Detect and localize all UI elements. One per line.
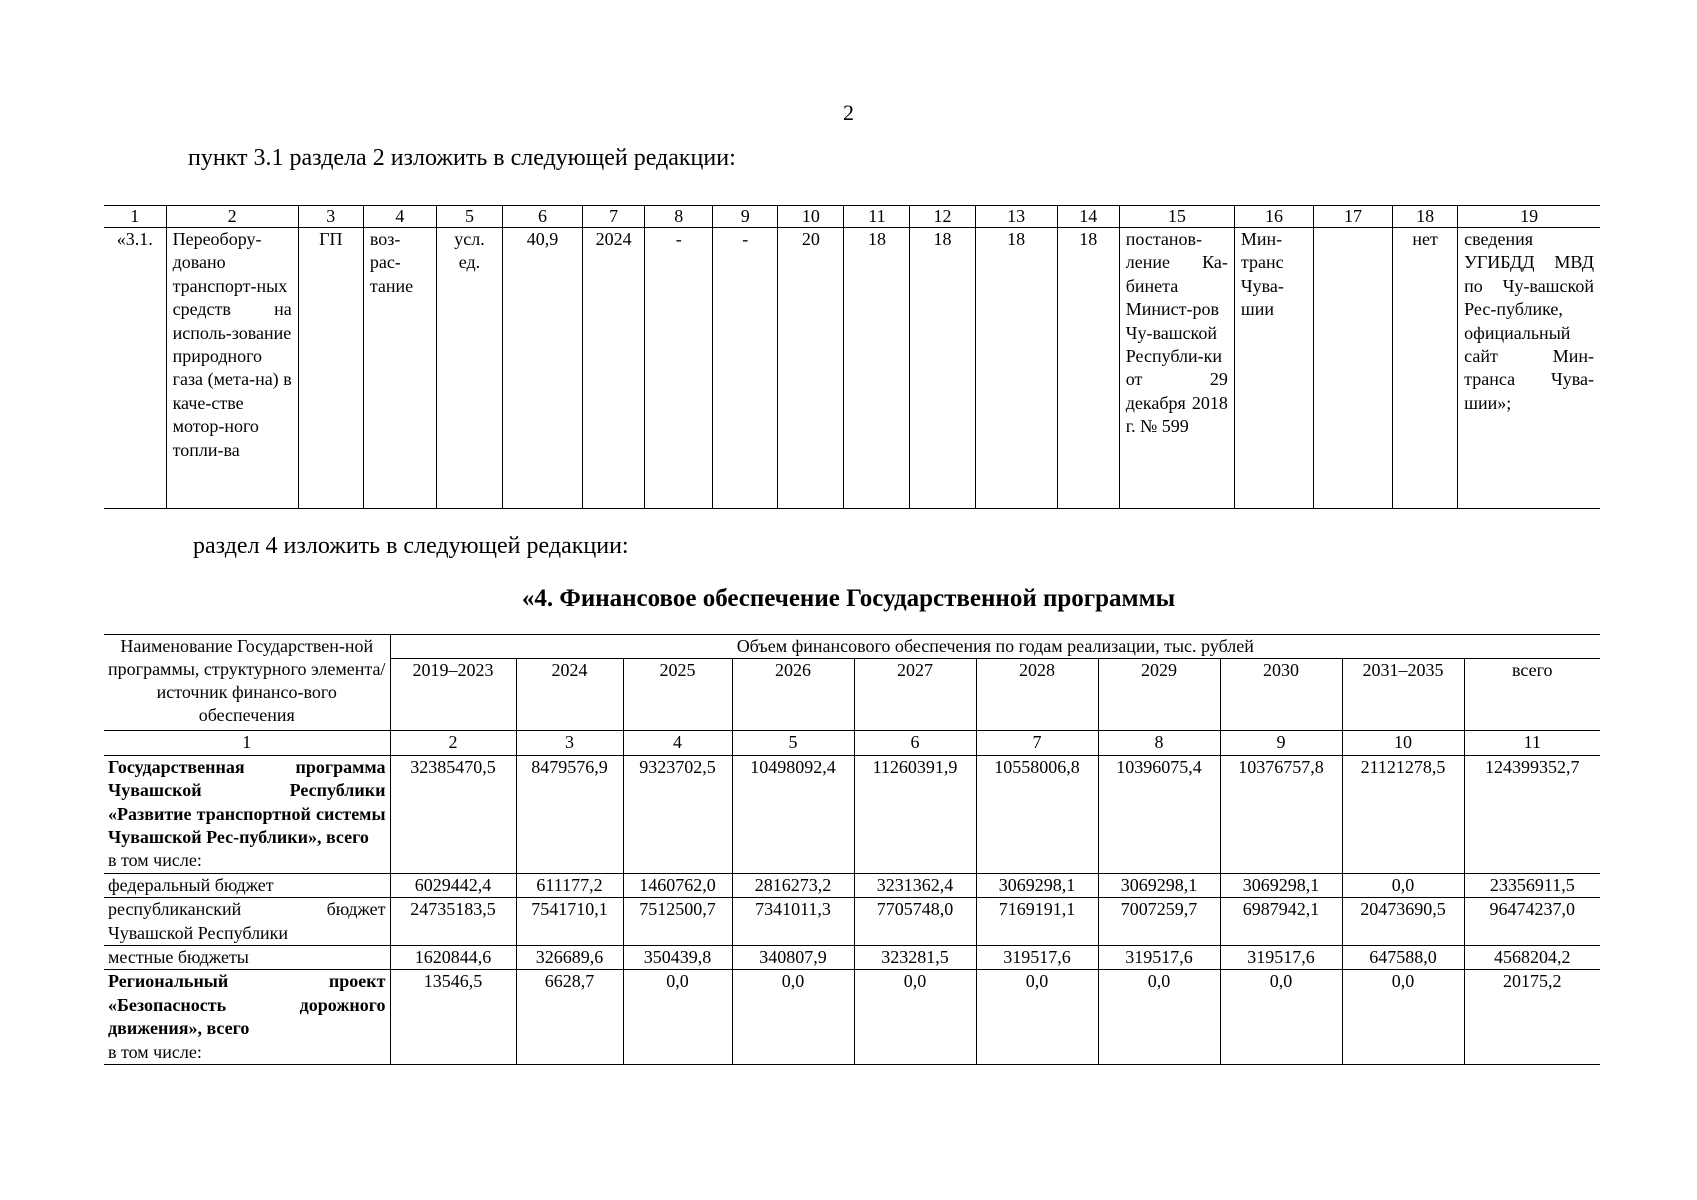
amount-cell: 7512500,7	[623, 898, 732, 946]
amount-cell: 10396075,4	[1098, 755, 1220, 873]
amount-cell: 8479576,9	[516, 755, 623, 873]
year-header: 2025	[623, 659, 732, 731]
amount-cell: 6987942,1	[1220, 898, 1342, 946]
amount-cell: 13546,5	[390, 970, 516, 1065]
table-1-header-cell: 6	[503, 206, 583, 228]
amount-cell: 6628,7	[516, 970, 623, 1065]
amount-cell: 10376757,8	[1220, 755, 1342, 873]
amount-cell: 10558006,8	[976, 755, 1098, 873]
row-name-tail: в том числе:	[108, 850, 202, 871]
table-1-header-cell: 10	[778, 206, 844, 228]
amount-cell: 0,0	[623, 970, 732, 1065]
column-number: 3	[516, 731, 623, 755]
year-header: всего	[1464, 659, 1600, 731]
table-1-header-cell: 4	[363, 206, 436, 228]
amount-cell: 0,0	[1098, 970, 1220, 1065]
column-number: 8	[1098, 731, 1220, 755]
row-name: республиканский бюджет Чувашской Республики	[104, 898, 390, 946]
amount-cell: 1460762,0	[623, 873, 732, 897]
amount-cell: 0,0	[1220, 970, 1342, 1065]
amount-cell: 21121278,5	[1342, 755, 1464, 873]
trend: воз-рас-тание	[363, 228, 436, 509]
amount-cell: 3069298,1	[1220, 873, 1342, 897]
amount-cell: 611177,2	[516, 873, 623, 897]
amount-cell: 124399352,7	[1464, 755, 1600, 873]
table-1-header-cell: 19	[1458, 206, 1600, 228]
column-number: 6	[854, 731, 976, 755]
year-header: 2031–2035	[1342, 659, 1464, 731]
legal-document: постанов-ление Ка-бинета Минист-ров Чу-вашской Республи-ки от 29 декабря 2018 г. № 599	[1119, 228, 1234, 509]
column-number: 5	[732, 731, 854, 755]
responsible-agency: Мин-транс Чува-шии	[1234, 228, 1313, 509]
data-source: сведения УГИБДД МВД по Чу-вашской Рес-публике, официальный сайт Мин-транса Чува-шии»;	[1458, 228, 1600, 509]
amount-cell: 9323702,5	[623, 755, 732, 873]
amount-cell: 3069298,1	[976, 873, 1098, 897]
row-name-bold: Государственная программа Чувашской Республики «Развитие транспортной системы Чувашской Рес-публики», всего	[108, 756, 386, 848]
section-title: «4. Финансовое обеспечение Государственной программы	[521, 585, 1176, 612]
base-year: 2024	[583, 228, 645, 509]
row-name	[104, 755, 390, 873]
amount-cell: 0,0	[854, 970, 976, 1065]
value-cell: -	[713, 228, 778, 509]
year-header: 2024	[516, 659, 623, 731]
amount-cell: 20175,2	[1464, 970, 1600, 1065]
table-row	[104, 873, 1600, 897]
volume-header: Объем финансового обеспечения по годам реализации, тыс. рублей	[390, 635, 1600, 659]
table-row	[104, 970, 1600, 1065]
amount-cell: 647588,0	[1342, 946, 1464, 970]
amount-cell: 96474237,0	[1464, 898, 1600, 946]
amount-cell: 3231362,4	[854, 873, 976, 897]
table-1-header-cell: 3	[298, 206, 363, 228]
table-1-header-cell: 12	[910, 206, 975, 228]
value-cell: нет	[1393, 228, 1458, 509]
amount-cell: 0,0	[976, 970, 1098, 1065]
table-1-header-cell: 15	[1119, 206, 1234, 228]
table-1-header-cell: 8	[645, 206, 713, 228]
amount-cell: 20473690,5	[1342, 898, 1464, 946]
table-1-header-cell: 14	[1057, 206, 1119, 228]
value-cell: 18	[844, 228, 910, 509]
amount-cell: 0,0	[732, 970, 854, 1065]
amount-cell: 7541710,1	[516, 898, 623, 946]
column-number: 9	[1220, 731, 1342, 755]
year-header: 2029	[1098, 659, 1220, 731]
item-number: «3.1.	[104, 228, 166, 509]
amount-cell: 0,0	[1342, 873, 1464, 897]
amount-cell: 350439,8	[623, 946, 732, 970]
instruction-paragraph-2: раздел 4 изложить в следующей редакции:	[193, 533, 629, 559]
table-1-header-cell: 18	[1393, 206, 1458, 228]
column-number: 7	[976, 731, 1098, 755]
table-1-header-cell: 5	[436, 206, 502, 228]
column-number: 1	[104, 731, 390, 755]
year-header: 2027	[854, 659, 976, 731]
amount-cell: 3069298,1	[1098, 873, 1220, 897]
row-name: местные бюджеты	[104, 946, 390, 970]
table-row	[104, 898, 1600, 946]
row-name: федеральный бюджет	[104, 873, 390, 897]
value-cell: 18	[910, 228, 975, 509]
value-cell: 18	[975, 228, 1057, 509]
year-header: 2019–2023	[390, 659, 516, 731]
amount-cell: 7341011,3	[732, 898, 854, 946]
table-1-header-cell: 13	[975, 206, 1057, 228]
amount-cell: 319517,6	[1220, 946, 1342, 970]
table-row	[104, 946, 1600, 970]
amount-cell: 32385470,5	[390, 755, 516, 873]
table-1-header-cell: 2	[166, 206, 298, 228]
amount-cell: 319517,6	[976, 946, 1098, 970]
table-2-column-numbers-row	[104, 731, 1600, 755]
row-name-tail: в том числе:	[108, 1041, 202, 1062]
table-1-data-row	[104, 228, 1600, 509]
column-number: 2	[390, 731, 516, 755]
table-2-header-row	[104, 635, 1600, 659]
table-1-header-cell: 17	[1313, 206, 1392, 228]
year-header: 2026	[732, 659, 854, 731]
empty-cell	[1313, 228, 1392, 509]
column-number: 4	[623, 731, 732, 755]
indicators-table	[104, 205, 1600, 509]
value-cell: 18	[1057, 228, 1119, 509]
amount-cell: 7007259,7	[1098, 898, 1220, 946]
instruction-paragraph-1: пункт 3.1 раздела 2 изложить в следующей редакции:	[188, 145, 736, 171]
amount-cell: 1620844,6	[390, 946, 516, 970]
year-header: 2030	[1220, 659, 1342, 731]
amount-cell: 0,0	[1342, 970, 1464, 1065]
amount-cell: 323281,5	[854, 946, 976, 970]
amount-cell: 2816273,2	[732, 873, 854, 897]
table-1-header-row	[104, 206, 1600, 228]
amount-cell: 319517,6	[1098, 946, 1220, 970]
amount-cell: 10498092,4	[732, 755, 854, 873]
amount-cell: 23356911,5	[1464, 873, 1600, 897]
table-row	[104, 755, 1600, 873]
table-1-header-cell: 16	[1234, 206, 1313, 228]
amount-cell: 11260391,9	[854, 755, 976, 873]
unit: усл. ед.	[436, 228, 502, 509]
amount-cell: 7705748,0	[854, 898, 976, 946]
indicator-type: ГП	[298, 228, 363, 509]
amount-cell: 326689,6	[516, 946, 623, 970]
row-name-bold: Региональный проект «Безопасность дорожного движения», всего	[108, 971, 386, 1039]
name-header: Наименование Государствен-ной программы, структурного элемента/источник финансо-вого обеспечения	[104, 635, 390, 731]
table-1-header-cell: 11	[844, 206, 910, 228]
column-number: 11	[1464, 731, 1600, 755]
page-number: 2	[843, 100, 854, 125]
amount-cell: 4568204,2	[1464, 946, 1600, 970]
financing-table	[104, 634, 1600, 1065]
row-name	[104, 970, 390, 1065]
amount-cell: 24735183,5	[390, 898, 516, 946]
table-1-header-cell: 7	[583, 206, 645, 228]
value-cell: 20	[778, 228, 844, 509]
value-cell: -	[645, 228, 713, 509]
column-number: 10	[1342, 731, 1464, 755]
year-header: 2028	[976, 659, 1098, 731]
indicator-name: Переобору-довано транспорт-ных средств на исполь-зование природного газа (мета-на) в каче-стве мотор-ного топли-ва	[166, 228, 298, 509]
amount-cell: 340807,9	[732, 946, 854, 970]
table-1-header-cell: 1	[104, 206, 166, 228]
base-value: 40,9	[503, 228, 583, 509]
amount-cell: 6029442,4	[390, 873, 516, 897]
table-1-header-cell: 9	[713, 206, 778, 228]
amount-cell: 7169191,1	[976, 898, 1098, 946]
